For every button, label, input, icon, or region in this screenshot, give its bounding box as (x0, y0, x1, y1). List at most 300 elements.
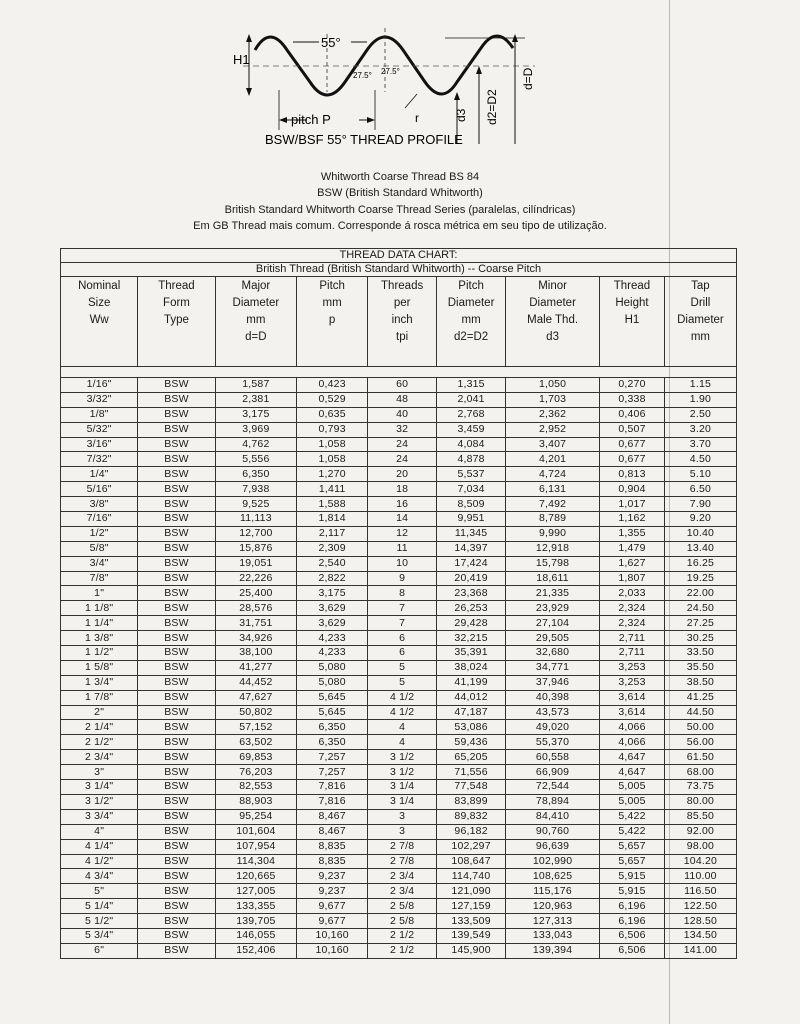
cell-threads-per-inch: 3 (368, 809, 437, 824)
cell-minor-diameter: 66,909 (506, 765, 600, 780)
cell-nominal-size: 2" (61, 705, 138, 720)
cell-minor-diameter: 78,894 (506, 794, 600, 809)
cell-pitch: 10,160 (297, 943, 368, 958)
table-row (61, 631, 737, 646)
table-row (61, 720, 737, 735)
cell-thread-form: BSW (138, 452, 215, 467)
col-header-line: H1 (624, 314, 640, 326)
cell-tap-drill: 104.20 (664, 854, 736, 869)
cell-nominal-size: 4 1/4" (61, 839, 138, 854)
cell-minor-diameter: 23,929 (506, 601, 600, 616)
cell-major-diameter: 101,604 (215, 824, 296, 839)
cell-tap-drill: 13.40 (664, 541, 736, 556)
cell-pitch: 6,350 (297, 735, 368, 750)
cell-minor-diameter: 37,946 (506, 675, 600, 690)
cell-major-diameter: 9,525 (215, 497, 296, 512)
cell-major-diameter: 31,751 (215, 616, 296, 631)
cell-threads-per-inch: 12 (368, 526, 437, 541)
cell-thread-height: 4,066 (600, 720, 665, 735)
cell-threads-per-inch: 2 1/2 (368, 943, 437, 958)
cell-major-diameter: 1,587 (215, 378, 296, 393)
cell-threads-per-inch: 40 (368, 407, 437, 422)
col-header-line: Diameter (677, 314, 724, 326)
cell-thread-form: BSW (138, 809, 215, 824)
cell-pitch-diameter: 29,428 (437, 616, 506, 631)
cell-pitch: 3,629 (297, 601, 368, 616)
col-header-line: Male Thd. (527, 314, 579, 326)
cell-pitch-diameter: 65,205 (437, 750, 506, 765)
cell-tap-drill: 6.50 (664, 482, 736, 497)
table-row (61, 452, 737, 467)
cell-pitch: 0,423 (297, 378, 368, 393)
cell-minor-diameter: 2,952 (506, 422, 600, 437)
cell-nominal-size: 7/8" (61, 571, 138, 586)
d-label: d=D (521, 67, 535, 90)
cell-thread-form: BSW (138, 928, 215, 943)
cell-nominal-size: 3/16" (61, 437, 138, 452)
h1-label: H1 (233, 52, 250, 67)
table-row (61, 765, 737, 780)
table-row (61, 497, 737, 512)
cell-pitch: 8,835 (297, 854, 368, 869)
cell-thread-height: 6,506 (600, 928, 665, 943)
cell-tap-drill: 7.90 (664, 497, 736, 512)
cell-pitch: 7,257 (297, 765, 368, 780)
cell-thread-height: 1,355 (600, 526, 665, 541)
col-header-line: Ww (89, 314, 109, 326)
cell-minor-diameter: 108,625 (506, 869, 600, 884)
cell-pitch-diameter: 20,419 (437, 571, 506, 586)
cell-threads-per-inch: 6 (368, 646, 437, 661)
cell-pitch: 2,309 (297, 541, 368, 556)
cell-threads-per-inch: 6 (368, 631, 437, 646)
cell-thread-form: BSW (138, 735, 215, 750)
cell-major-diameter: 133,355 (215, 899, 296, 914)
cell-pitch-diameter: 53,086 (437, 720, 506, 735)
cell-nominal-size: 1 1/2" (61, 646, 138, 661)
cell-nominal-size: 3/8" (61, 497, 138, 512)
cell-tap-drill: 61.50 (664, 750, 736, 765)
cell-major-diameter: 57,152 (215, 720, 296, 735)
cell-pitch-diameter: 59,436 (437, 735, 506, 750)
cell-tap-drill: 92.00 (664, 824, 736, 839)
cell-pitch-diameter: 41,199 (437, 675, 506, 690)
cell-tap-drill: 1.90 (664, 392, 736, 407)
cell-major-diameter: 139,705 (215, 914, 296, 929)
cell-thread-form: BSW (138, 943, 215, 958)
cell-pitch-diameter: 114,740 (437, 869, 506, 884)
cell-pitch: 5,645 (297, 690, 368, 705)
cell-thread-height: 0,904 (600, 482, 665, 497)
cell-nominal-size: 1" (61, 586, 138, 601)
cell-nominal-size: 1/8" (61, 407, 138, 422)
cell-tap-drill: 73.75 (664, 780, 736, 795)
cell-thread-height: 1,162 (600, 512, 665, 527)
cell-thread-form: BSW (138, 571, 215, 586)
cell-major-diameter: 95,254 (215, 809, 296, 824)
cell-pitch: 9,237 (297, 869, 368, 884)
cell-thread-form: BSW (138, 690, 215, 705)
cell-threads-per-inch: 7 (368, 616, 437, 631)
cell-nominal-size: 1/16" (61, 378, 138, 393)
cell-thread-height: 1,017 (600, 497, 665, 512)
cell-threads-per-inch: 5 (368, 660, 437, 675)
cell-thread-form: BSW (138, 482, 215, 497)
col-header-line: mm (322, 297, 342, 309)
cell-minor-diameter: 55,370 (506, 735, 600, 750)
cell-threads-per-inch: 2 7/8 (368, 839, 437, 854)
cell-major-diameter: 63,502 (215, 735, 296, 750)
cell-thread-form: BSW (138, 407, 215, 422)
table-row (61, 526, 737, 541)
cell-thread-height: 3,614 (600, 690, 665, 705)
cell-pitch-diameter: 23,368 (437, 586, 506, 601)
cell-minor-diameter: 120,963 (506, 899, 600, 914)
cell-pitch-diameter: 7,034 (437, 482, 506, 497)
table-row (61, 735, 737, 750)
cell-pitch-diameter: 14,397 (437, 541, 506, 556)
cell-pitch: 4,233 (297, 631, 368, 646)
col-header-major-diameter (215, 277, 296, 367)
table-row (61, 616, 737, 631)
cell-pitch-diameter: 2,768 (437, 407, 506, 422)
cell-nominal-size: 1 1/8" (61, 601, 138, 616)
cell-threads-per-inch: 3 1/4 (368, 794, 437, 809)
table-row (61, 750, 737, 765)
col-header-line: d2=D2 (453, 331, 489, 343)
table-row (61, 646, 737, 661)
cell-thread-height: 5,422 (600, 824, 665, 839)
table-row (61, 660, 737, 675)
cell-tap-drill: 41.25 (664, 690, 736, 705)
cell-pitch: 7,257 (297, 750, 368, 765)
cell-nominal-size: 1 1/4" (61, 616, 138, 631)
table-row (61, 705, 737, 720)
cell-pitch-diameter: 9,951 (437, 512, 506, 527)
cell-nominal-size: 5/8" (61, 541, 138, 556)
cell-thread-height: 0,677 (600, 452, 665, 467)
cell-tap-drill: 128.50 (664, 914, 736, 929)
col-header-line: inch (391, 314, 413, 326)
table-row (61, 780, 737, 795)
cell-tap-drill: 22.00 (664, 586, 736, 601)
table-row (61, 407, 737, 422)
cell-thread-height: 5,422 (600, 809, 665, 824)
col-header-line (61, 329, 137, 346)
col-header-line: d3 (546, 331, 559, 343)
cell-major-diameter: 11,113 (215, 512, 296, 527)
cell-thread-height: 2,324 (600, 616, 665, 631)
cell-tap-drill: 110.00 (664, 869, 736, 884)
cell-pitch-diameter: 89,832 (437, 809, 506, 824)
cell-thread-form: BSW (138, 512, 215, 527)
cell-tap-drill: 141.00 (664, 943, 736, 958)
cell-thread-form: BSW (138, 750, 215, 765)
cell-thread-form: BSW (138, 824, 215, 839)
cell-pitch-diameter: 121,090 (437, 884, 506, 899)
cell-major-diameter: 15,876 (215, 541, 296, 556)
table-row (61, 541, 737, 556)
col-header-pitch-diameter (437, 277, 506, 367)
cell-thread-form: BSW (138, 839, 215, 854)
cell-threads-per-inch: 14 (368, 512, 437, 527)
cell-thread-height: 4,066 (600, 735, 665, 750)
cell-major-diameter: 4,762 (215, 437, 296, 452)
cell-threads-per-inch: 4 1/2 (368, 690, 437, 705)
cell-nominal-size: 5/16" (61, 482, 138, 497)
cell-pitch: 6,350 (297, 720, 368, 735)
cell-thread-height: 5,005 (600, 780, 665, 795)
table-row (61, 928, 737, 943)
cell-thread-form: BSW (138, 556, 215, 571)
cell-minor-diameter: 8,789 (506, 512, 600, 527)
cell-nominal-size: 7/32" (61, 452, 138, 467)
cell-tap-drill: 134.50 (664, 928, 736, 943)
cell-pitch-diameter: 77,548 (437, 780, 506, 795)
cell-major-diameter: 88,903 (215, 794, 296, 809)
cell-thread-height: 0,406 (600, 407, 665, 422)
cell-major-diameter: 38,100 (215, 646, 296, 661)
cell-tap-drill: 24.50 (664, 601, 736, 616)
cell-nominal-size: 1/2" (61, 526, 138, 541)
cell-nominal-size: 5" (61, 884, 138, 899)
col-header-pitch (297, 277, 368, 367)
cell-tap-drill: 27.25 (664, 616, 736, 631)
table-row (61, 809, 737, 824)
cell-thread-form: BSW (138, 616, 215, 631)
cell-threads-per-inch: 60 (368, 378, 437, 393)
col-header-threads-per-inch (368, 277, 437, 367)
cell-pitch: 1,588 (297, 497, 368, 512)
cell-threads-per-inch: 2 7/8 (368, 854, 437, 869)
cell-threads-per-inch: 8 (368, 586, 437, 601)
table-row (61, 571, 737, 586)
table-row (61, 392, 737, 407)
cell-minor-diameter: 102,990 (506, 854, 600, 869)
col-header-line: p (328, 314, 336, 326)
cell-thread-form: BSW (138, 586, 215, 601)
cell-thread-height: 0,270 (600, 378, 665, 393)
cell-thread-height: 5,005 (600, 794, 665, 809)
cell-pitch: 2,540 (297, 556, 368, 571)
cell-major-diameter: 127,005 (215, 884, 296, 899)
cell-threads-per-inch: 4 (368, 720, 437, 735)
cell-nominal-size: 1 7/8" (61, 690, 138, 705)
col-header-line: per (393, 297, 411, 309)
cell-nominal-size: 3 1/2" (61, 794, 138, 809)
cell-pitch-diameter: 3,459 (437, 422, 506, 437)
col-header-line: Type (164, 314, 189, 326)
cell-thread-height: 2,324 (600, 601, 665, 616)
cell-threads-per-inch: 2 5/8 (368, 899, 437, 914)
cell-major-diameter: 22,226 (215, 571, 296, 586)
cell-thread-height: 2,711 (600, 631, 665, 646)
cell-pitch: 0,529 (297, 392, 368, 407)
cell-minor-diameter: 115,176 (506, 884, 600, 899)
cell-tap-drill: 44.50 (664, 705, 736, 720)
cell-thread-form: BSW (138, 720, 215, 735)
cell-pitch-diameter: 139,549 (437, 928, 506, 943)
cell-thread-form: BSW (138, 899, 215, 914)
cell-threads-per-inch: 48 (368, 392, 437, 407)
cell-nominal-size: 3/32" (61, 392, 138, 407)
col-header-line: Nominal (78, 280, 121, 292)
cell-threads-per-inch: 2 5/8 (368, 914, 437, 929)
cell-pitch: 5,080 (297, 675, 368, 690)
cell-major-diameter: 2,381 (215, 392, 296, 407)
cell-pitch-diameter: 83,899 (437, 794, 506, 809)
col-header-line: mm (246, 314, 266, 326)
cell-nominal-size: 2 1/2" (61, 735, 138, 750)
cell-minor-diameter: 133,043 (506, 928, 600, 943)
cell-pitch: 1,058 (297, 437, 368, 452)
cell-pitch-diameter: 47,187 (437, 705, 506, 720)
cell-pitch-diameter: 2,041 (437, 392, 506, 407)
cell-threads-per-inch: 16 (368, 497, 437, 512)
col-header-line (138, 329, 214, 346)
cell-pitch-diameter: 127,159 (437, 899, 506, 914)
table-row (61, 884, 737, 899)
cell-minor-diameter: 90,760 (506, 824, 600, 839)
intro-line-1: Whitworth Coarse Thread BS 84 (320, 171, 480, 183)
header-row (61, 277, 737, 367)
cell-pitch-diameter: 4,878 (437, 452, 506, 467)
cell-threads-per-inch: 3 1/2 (368, 750, 437, 765)
col-header-line: Thread (613, 280, 651, 292)
cell-thread-form: BSW (138, 660, 215, 675)
cell-thread-form: BSW (138, 884, 215, 899)
thread-profile-curve (255, 36, 513, 95)
cell-pitch-diameter: 26,253 (437, 601, 506, 616)
d3-label: d3 (454, 108, 468, 122)
cell-pitch: 0,635 (297, 407, 368, 422)
cell-threads-per-inch: 24 (368, 437, 437, 452)
table-row (61, 378, 737, 393)
cell-threads-per-inch: 5 (368, 675, 437, 690)
cell-major-diameter: 6,350 (215, 467, 296, 482)
cell-tap-drill: 50.00 (664, 720, 736, 735)
table-title: THREAD DATA CHART: (61, 249, 737, 263)
cell-minor-diameter: 40,398 (506, 690, 600, 705)
cell-thread-form: BSW (138, 646, 215, 661)
cell-tap-drill: 38.50 (664, 675, 736, 690)
cell-pitch: 1,411 (297, 482, 368, 497)
table-row (61, 675, 737, 690)
cell-thread-height: 2,711 (600, 646, 665, 661)
cell-nominal-size: 1 3/4" (61, 675, 138, 690)
cell-thread-height: 2,033 (600, 586, 665, 601)
cell-thread-height: 5,657 (600, 839, 665, 854)
cell-thread-form: BSW (138, 765, 215, 780)
col-header-line: tpi (396, 331, 409, 343)
cell-pitch: 7,816 (297, 780, 368, 795)
table-row (61, 854, 737, 869)
cell-nominal-size: 1 3/8" (61, 631, 138, 646)
cell-minor-diameter: 4,201 (506, 452, 600, 467)
cell-thread-form: BSW (138, 541, 215, 556)
col-header-line: Pitch (319, 280, 345, 292)
table-row (61, 601, 737, 616)
cell-thread-height: 6,506 (600, 943, 665, 958)
cell-threads-per-inch: 4 1/2 (368, 705, 437, 720)
table-row (61, 943, 737, 958)
table-row (61, 586, 737, 601)
cell-major-diameter: 82,553 (215, 780, 296, 795)
cell-thread-form: BSW (138, 392, 215, 407)
cell-thread-height: 4,647 (600, 750, 665, 765)
cell-threads-per-inch: 10 (368, 556, 437, 571)
col-header-line: Diameter (529, 297, 576, 309)
cell-pitch-diameter: 8,509 (437, 497, 506, 512)
col-header-line: Form (163, 297, 190, 309)
cell-threads-per-inch: 7 (368, 601, 437, 616)
cell-major-diameter: 25,400 (215, 586, 296, 601)
cell-thread-height: 0,677 (600, 437, 665, 452)
cell-thread-form: BSW (138, 601, 215, 616)
cell-threads-per-inch: 3 1/2 (368, 765, 437, 780)
r-label: r (415, 111, 419, 125)
cell-thread-form: BSW (138, 526, 215, 541)
pitch-label: pitch P (291, 112, 331, 127)
cell-major-diameter: 76,203 (215, 765, 296, 780)
intro-line-4: Em GB Thread mais comum. Corresponde á rosca métrica em seu tipo de utilização. (193, 220, 607, 232)
cell-minor-diameter: 127,313 (506, 914, 600, 929)
col-header-line: Tap (691, 280, 710, 292)
col-header-thread-form (138, 277, 215, 367)
cell-thread-height: 5,915 (600, 884, 665, 899)
cell-minor-diameter: 1,703 (506, 392, 600, 407)
cell-minor-diameter: 4,724 (506, 467, 600, 482)
cell-minor-diameter: 15,798 (506, 556, 600, 571)
col-header-line: Height (615, 297, 649, 309)
cell-thread-height: 1,627 (600, 556, 665, 571)
cell-nominal-size: 2 1/4" (61, 720, 138, 735)
cell-nominal-size: 3" (61, 765, 138, 780)
cell-pitch: 5,080 (297, 660, 368, 675)
cell-threads-per-inch: 32 (368, 422, 437, 437)
cell-thread-form: BSW (138, 422, 215, 437)
cell-tap-drill: 2.50 (664, 407, 736, 422)
col-header-line: Drill (690, 297, 711, 309)
cell-tap-drill: 116.50 (664, 884, 736, 899)
cell-thread-height: 1,807 (600, 571, 665, 586)
cell-pitch-diameter: 5,537 (437, 467, 506, 482)
cell-thread-height: 3,253 (600, 660, 665, 675)
cell-thread-form: BSW (138, 914, 215, 929)
cell-pitch: 4,233 (297, 646, 368, 661)
cell-threads-per-inch: 4 (368, 735, 437, 750)
thread-profile-diagram (235, 20, 545, 150)
cell-major-diameter: 44,452 (215, 675, 296, 690)
table-row (61, 512, 737, 527)
table-row (61, 482, 737, 497)
cell-tap-drill: 3.70 (664, 437, 736, 452)
col-header-line: Size (87, 297, 111, 309)
cell-threads-per-inch: 2 3/4 (368, 869, 437, 884)
cell-thread-height: 5,915 (600, 869, 665, 884)
cell-tap-drill: 4.50 (664, 452, 736, 467)
d2-label: d2=D2 (485, 89, 499, 125)
cell-threads-per-inch: 2 3/4 (368, 884, 437, 899)
cell-minor-diameter: 12,918 (506, 541, 600, 556)
cell-nominal-size: 5 3/4" (61, 928, 138, 943)
cell-pitch: 8,835 (297, 839, 368, 854)
cell-minor-diameter: 29,505 (506, 631, 600, 646)
cell-thread-form: BSW (138, 467, 215, 482)
table-subtitle: British Thread (British Standard Whitworth) -- Coarse Pitch (61, 263, 737, 277)
cell-major-diameter: 120,665 (215, 869, 296, 884)
cell-tap-drill: 122.50 (664, 899, 736, 914)
